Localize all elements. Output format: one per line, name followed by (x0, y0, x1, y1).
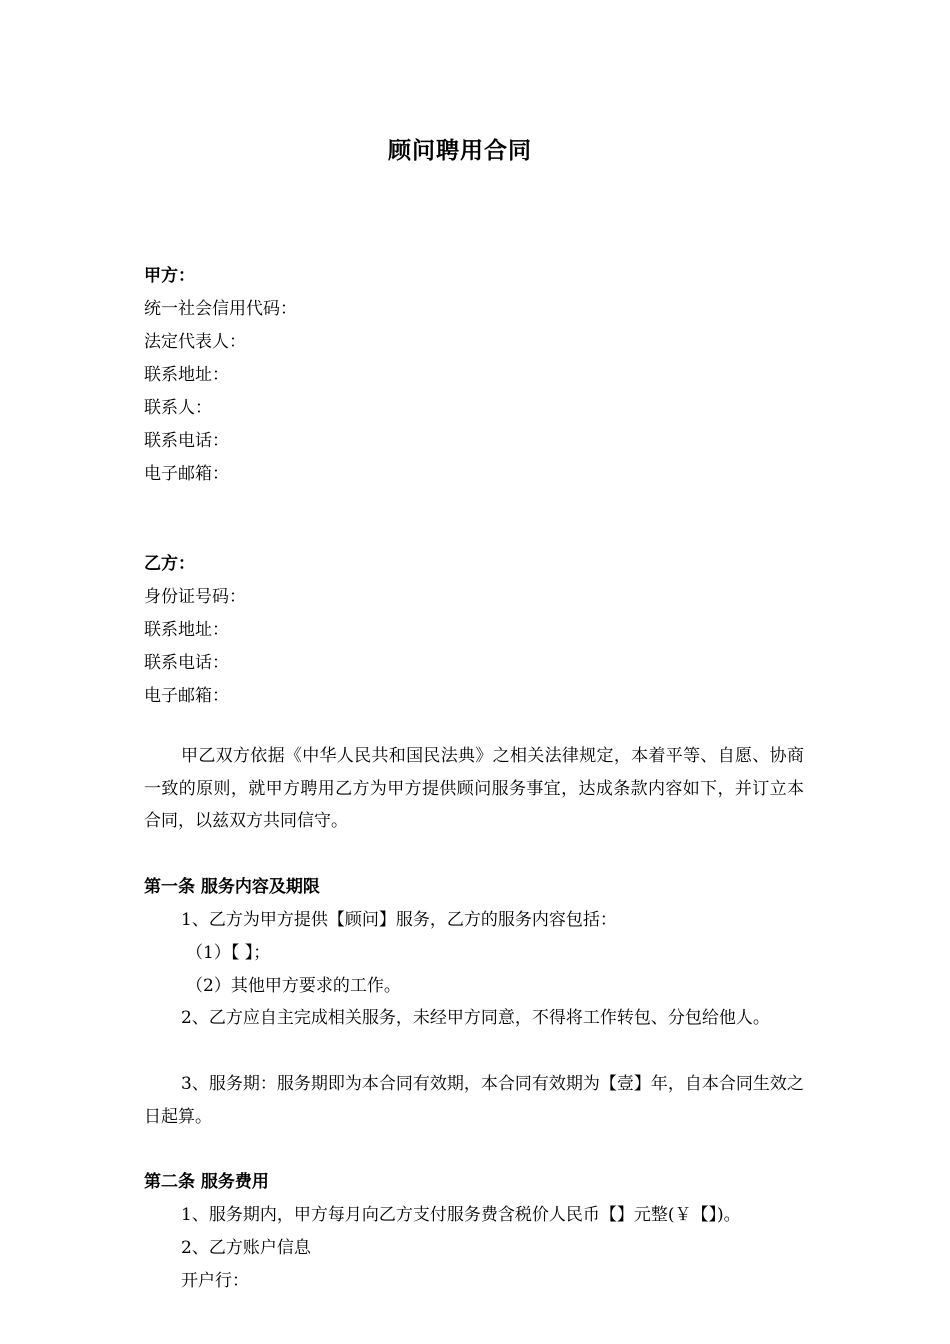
party-b-phone-label: 联系电话： (144, 653, 229, 673)
article-1-item-2: 2、乙方应自主完成相关服务，未经甲方同意，不得将工作转包、分包给他人。 (181, 1008, 770, 1028)
article-2-item-1: 1、服务期内，甲方每月向乙方支付服务费含税价人民币【】元整(￥【】)。 (181, 1205, 741, 1225)
party-b-address-label: 联系地址： (144, 620, 229, 640)
party-b-email-label: 电子邮箱： (144, 686, 229, 706)
party-a-heading: 甲方： (144, 266, 195, 286)
article-1-sub-item-1: （1）【 】； (186, 943, 271, 963)
preamble-paragraph: 甲乙双方依据《中华人民共和国民法典》之相关法律规定，本着平等、自愿、协商一致的原则，就甲方聘用乙方为甲方提供顾问服务事宜，达成条款内容如下，并订立本合同，以兹双方共同信守。 (144, 746, 804, 831)
article-2-heading: 第二条 服务费用 (144, 1172, 269, 1192)
party-a-contact-label: 联系人： (144, 398, 212, 418)
article-2-item-2: 2、乙方账户信息 (181, 1238, 311, 1258)
article-2-bank-label: 开户行： (181, 1271, 249, 1291)
party-a-phone-label: 联系电话： (144, 431, 229, 451)
document-title: 顾问聘用合同 (388, 138, 532, 164)
party-b-id-label: 身份证号码： (144, 587, 246, 607)
article-1-item-1: 1、乙方为甲方提供【顾问】服务，乙方的服务内容包括： (181, 910, 617, 930)
party-a-credit-code-label: 统一社会信用代码： (144, 299, 297, 319)
article-1-item-3: 3、服务期：服务期即为本合同有效期，本合同有效期为【壹】年，自本合同生效之日起算。 (144, 1074, 804, 1127)
party-a-email-label: 电子邮箱： (144, 464, 229, 484)
party-a-legal-rep-label: 法定代表人： (144, 332, 246, 352)
party-b-heading: 乙方： (144, 554, 195, 574)
article-1-heading: 第一条 服务内容及期限 (144, 877, 320, 897)
article-1-sub-item-2: （2）其他甲方要求的工作。 (186, 976, 401, 996)
party-a-address-label: 联系地址： (144, 365, 229, 385)
